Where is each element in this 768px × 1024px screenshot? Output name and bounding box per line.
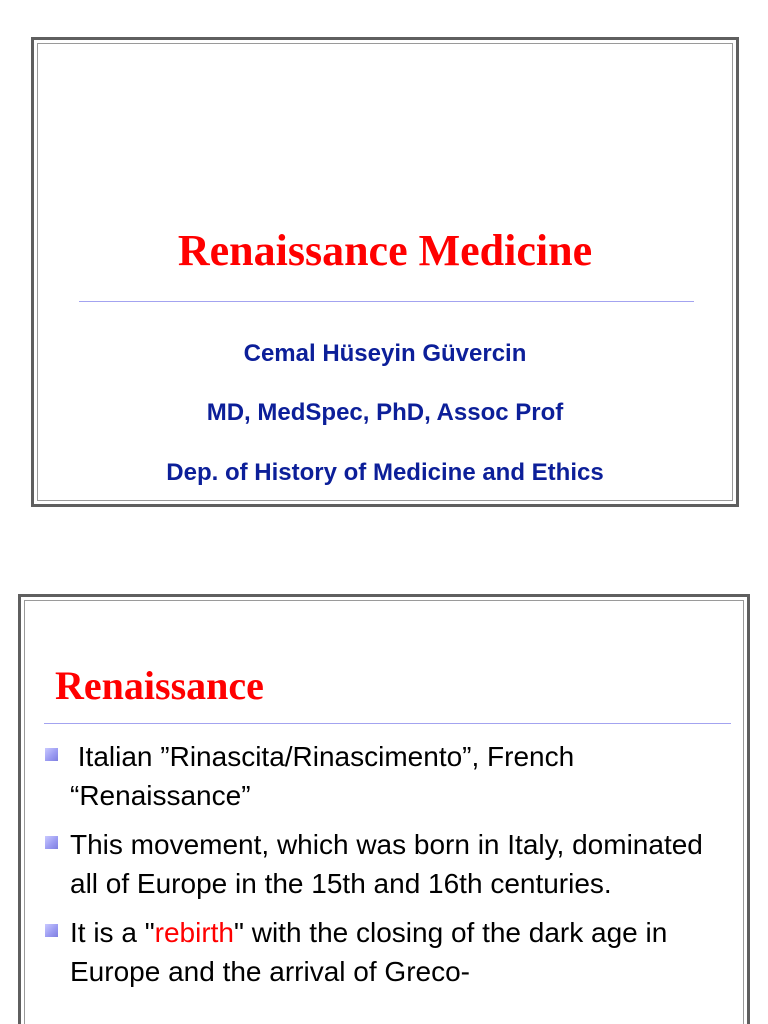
- bullet-list: [21, 737, 747, 1001]
- slide-heading: Renaissance: [55, 663, 264, 708]
- author-degrees: MD, MedSpec, PhD, Assoc Prof: [206, 399, 564, 426]
- bullet-item: [21, 737, 747, 815]
- square-bullet-icon: [45, 924, 58, 937]
- title-divider: [79, 301, 694, 302]
- author-name: Cemal Hüseyin Güvercin: [243, 340, 527, 367]
- title-slide: [31, 37, 739, 507]
- content-slide: [18, 594, 750, 1024]
- bullet-item: [21, 913, 747, 991]
- heading-divider: [44, 723, 731, 724]
- bullet-highlight: rebirth: [154, 917, 235, 948]
- bullet-text: This movement, which was born in Italy, dominated all of Europe in the 15th and 16th centuries.: [70, 829, 703, 899]
- slide-title: Renaissance Medicine: [177, 226, 593, 275]
- bullet-item: [21, 825, 747, 903]
- square-bullet-icon: [45, 748, 58, 761]
- author-department: Dep. of History of Medicine and Ethics: [166, 459, 604, 486]
- bullet-text-before: It is a ": [70, 917, 155, 948]
- square-bullet-icon: [45, 836, 58, 849]
- bullet-text-after: " with the closing of the dark age in Europe and the arrival of Greco-: [70, 917, 668, 987]
- bullet-text: Italian ”Rinascita/Rinascimento”, French “Renaissance”: [70, 741, 582, 811]
